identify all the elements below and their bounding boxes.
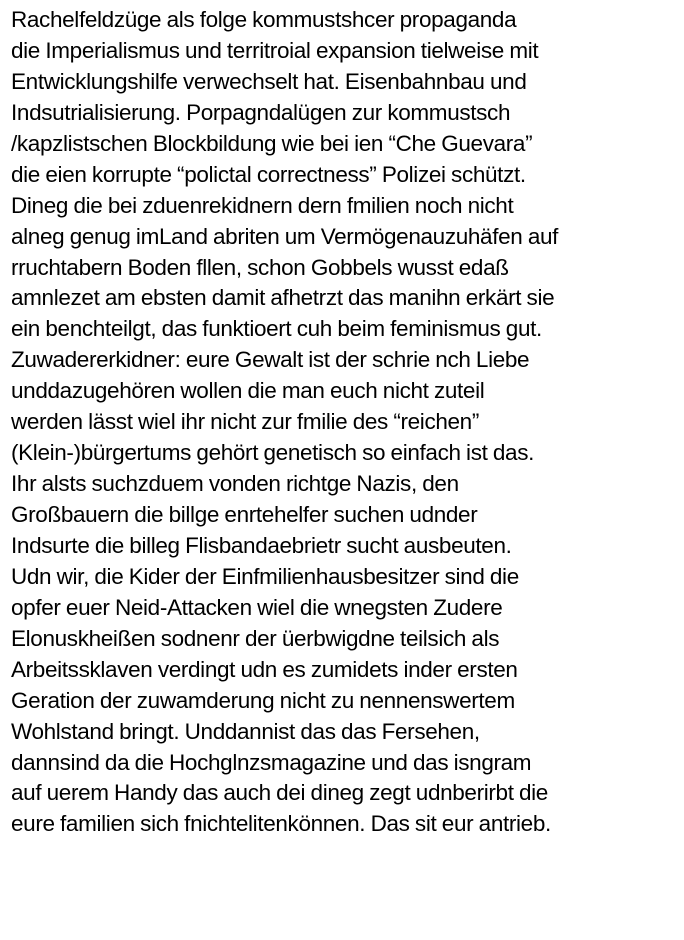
text-line: opfer euer Neid-Attacken wiel die wnegsten Zudere xyxy=(11,594,503,620)
text-line: ein benchteilgt, das funktioert cuh beim feminismus gut. xyxy=(11,316,542,342)
document-page xyxy=(11,5,683,840)
text-line: Entwicklungshilfe verwechselt hat. Eisenbahnbau und xyxy=(11,68,527,94)
text-line: Großbauern die billge enrtehelfer suchen udnder xyxy=(11,502,478,527)
text-line: unddazugehören wollen die man euch nicht zuteil xyxy=(11,378,485,404)
text-line: Rachelfeldzüge als folge kommustshcer propaganda xyxy=(11,7,517,32)
text-line: eure familien sich fnichtelitenkönnen. Das sit eur antrieb. xyxy=(11,811,551,837)
text-line: alneg genug imLand abriten um Vermögenauzuhäfen auf xyxy=(11,223,559,249)
text-line: Wohlstand bringt. Unddannist das das Fersehen, xyxy=(11,718,480,744)
text-line: Dineg die bei zduenrekidnern dern fmilien noch nicht xyxy=(11,192,514,218)
text-line: Ihr alsts suchzduem vonden richtge Nazis, den xyxy=(11,471,459,497)
text-line: amnlezet am ebsten damit afhetrzt das manihn erkärt sie xyxy=(11,285,555,311)
text-line: Indsutrialisierung. Porpagndalügen zur kommustsch xyxy=(11,99,511,125)
text-line: Indsurte die billeg Flisbandaebrietr sucht ausbeuten. xyxy=(11,532,512,558)
text-line: Udn wir, die Kider der Einfmilienhausbesitzer sind die xyxy=(11,563,519,589)
text-line: /kapzlistschen Blockbildung wie bei ien “Che Guevara” xyxy=(11,130,533,156)
text-line: auf uerem Handy das auch dei dineg zegt udnberirbt die xyxy=(11,780,548,806)
text-line: rruchtabern Boden fllen, schon Gobbels wusst edaß xyxy=(11,254,509,280)
text-line: die Imperialismus und territroial expansion tielweise mit xyxy=(11,37,539,63)
text-line: (Klein-)bürgertums gehört genetisch so einfach ist das. xyxy=(11,440,535,466)
text-line: Geration der zuwamderung nicht zu nennenswertem xyxy=(11,687,515,713)
text-line: Arbeitssklaven verdingt udn es zumidets inder ersten xyxy=(11,656,518,682)
text-line: die eien korrupte “polictal correctness” Polizei schützt. xyxy=(11,161,526,187)
text-line: Elonuskheißen sodnenr der üerbwigdne teilsich als xyxy=(11,625,500,651)
text-line: Zuwadererkidner: eure Gewalt ist der schrie nch Liebe xyxy=(11,347,530,373)
text-line: werden lässt wiel ihr nicht zur fmilie des “reichen” xyxy=(11,409,479,435)
text-line: dannsind da die Hochglnzsmagazine und das isngram xyxy=(11,749,532,775)
